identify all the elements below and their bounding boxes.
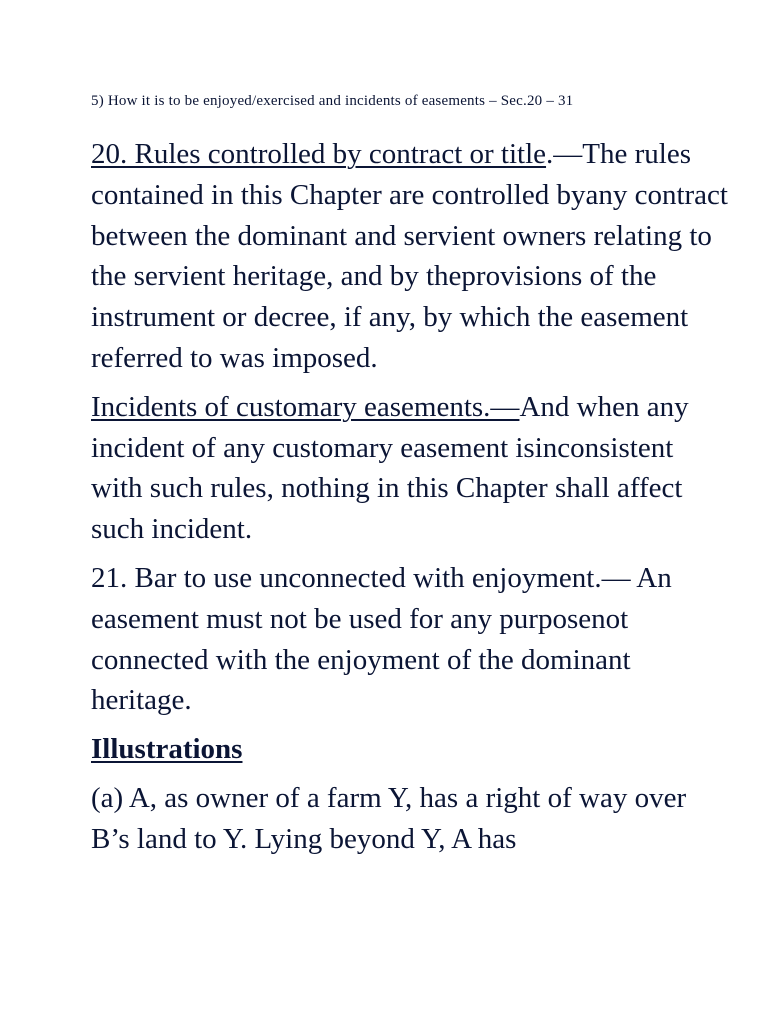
section-20-paragraph bbox=[91, 134, 731, 379]
section-21-body: An easement must not be used for any purposenot connected with the enjoyment of the dominant heritage. bbox=[91, 561, 672, 717]
illustration-a-text: (a) A, as owner of a farm Y, has a right of way over B’s land to Y. Lying beyond Y, A has bbox=[91, 781, 687, 855]
section-21-heading: 21. Bar to use unconnected with enjoyment.— bbox=[91, 561, 631, 594]
illustrations-heading-paragraph bbox=[91, 729, 731, 770]
section-20-dash: .—The bbox=[546, 138, 628, 170]
customary-easements-body: And when any incident of any customary easement isinconsistent with such rules, nothing in this Chapter shall affect such incident. bbox=[91, 390, 689, 546]
section-20-body: rules contained in this Chapter are controlled byany contract between the dominant and servient owners relating to the servient heritage, and by theprovisions of the instrument or decree, if any, by which the easement referred to was imposed. bbox=[91, 138, 728, 374]
illustrations-heading: Illustrations bbox=[91, 733, 243, 766]
illustration-a-paragraph bbox=[91, 778, 731, 860]
customary-easements-paragraph bbox=[91, 387, 731, 550]
section-range-header: 5) How it is to be enjoyed/exercised and incidents of easements – Sec.20 – 31 bbox=[91, 93, 574, 109]
section-20-heading: 20. Rules controlled by contract or title bbox=[91, 138, 547, 170]
customary-easements-heading: Incidents of customary easements.— bbox=[91, 390, 520, 423]
section-21-paragraph bbox=[91, 558, 731, 721]
document-body bbox=[91, 134, 731, 868]
